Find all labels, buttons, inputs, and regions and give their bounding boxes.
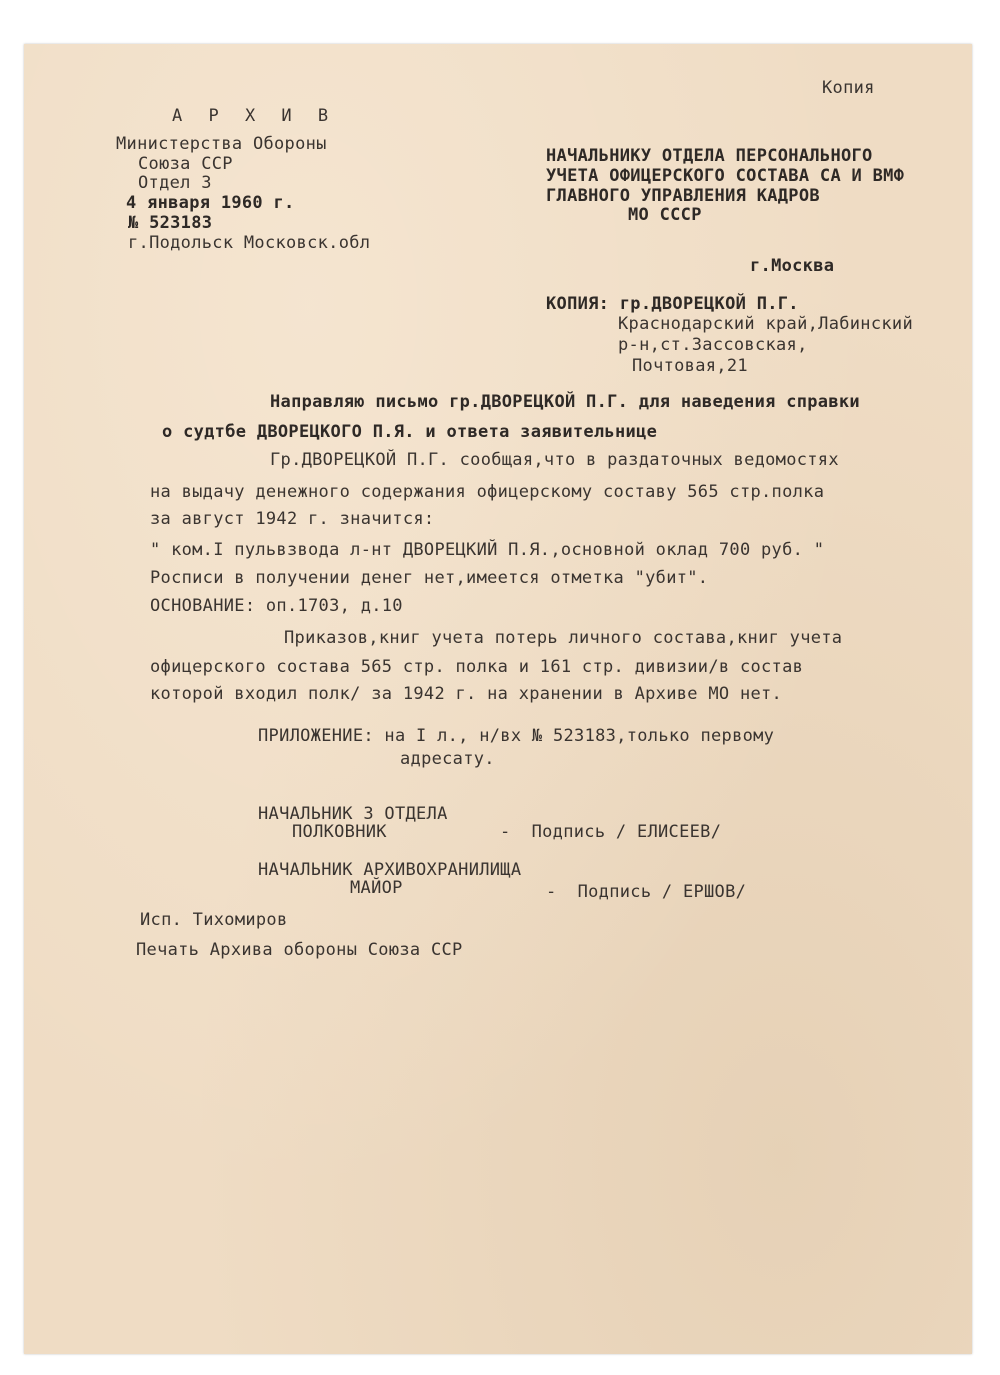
body-paragraph-2-line-4: " ком.I пульвзвода л-нт ДВОРЕЦКИЙ П.Я.,основной оклад 700 руб. " [150, 540, 825, 560]
attachment-line-2: адресату. [400, 749, 495, 769]
body-paragraph-2-line-2: на выдачу денежного содержания офицерскому составу 565 стр.полка [150, 482, 825, 502]
signature-2-title: НАЧАЛЬНИК АРХИВОХРАНИЛИЩА [258, 860, 522, 880]
copy-to-line-3: р-н,ст.Зассовская, [618, 335, 808, 355]
body-paragraph-3-line-2: офицерского состава 565 стр. полка и 161 стр. дивизии/в состав [150, 657, 804, 677]
signature-2-rank: МАЙОР [350, 878, 403, 898]
recipient-line-4: МО СССР [628, 205, 702, 225]
executor-line: Исп. Тихомиров [140, 910, 288, 930]
recipient-line-1: НАЧАЛЬНИКУ ОТДЕЛА ПЕРСОНАЛЬНОГО [546, 146, 873, 166]
sender-union: Союза ССР [138, 154, 233, 174]
recipient-line-2: УЧЕТА ОФИЦЕРСКОГО СОСТАВА СА И ВМФ [546, 166, 905, 186]
copy-mark: Копия [822, 78, 875, 98]
sender-department: Отдел 3 [138, 173, 212, 193]
sender-city: г.Подольск Московск.обл [128, 233, 371, 253]
body-paragraph-2-line-3: за август 1942 г. значится: [150, 509, 435, 529]
body-paragraph-2-line-5: Росписи в получении денег нет,имеется отметка "убит". [150, 568, 709, 588]
sender-number: № 523183 [128, 213, 213, 233]
body-paragraph-3-line-1: Приказов,книг учета потерь личного состава,книг учета [284, 628, 843, 648]
body-paragraph-2-line-1: Гр.ДВОРЕЦКОЙ П.Г. сообщая,что в раздаточных ведомостях [270, 450, 839, 470]
sender-date: 4 января 1960 г. [126, 193, 295, 213]
body-basis-line: ОСНОВАНИЕ: оп.1703, д.10 [150, 596, 403, 616]
attachment-line-1: ПРИЛОЖЕНИЕ: на I л., н/вх № 523183,только первому [258, 726, 775, 746]
sender-ministry: Министерства Обороны [116, 134, 327, 154]
signature-2-name: - Подпись / ЕРШОВ/ [546, 882, 747, 902]
recipient-line-3: ГЛАВНОГО УПРАВЛЕНИЯ КАДРОВ [546, 186, 820, 206]
body-paragraph-3-line-3: которой входил полк/ за 1942 г. на хранении в Архиве МО нет. [150, 684, 783, 704]
seal-line: Печать Архива обороны Союза ССР [136, 940, 463, 960]
signature-1-name: - Подпись / ЕЛИСЕЕВ/ [500, 822, 722, 842]
copy-to-line-4: Почтовая,21 [632, 356, 748, 376]
recipient-city: г.Москва [750, 256, 835, 276]
copy-to-line-1: КОПИЯ: гр.ДВОРЕЦКОЙ П.Г. [546, 294, 799, 314]
body-paragraph-1-line-1: Направляю письмо гр.ДВОРЕЦКОЙ П.Г. для наведения справки [270, 392, 860, 412]
copy-to-line-2: Краснодарский край,Лабинский [618, 314, 913, 334]
signature-1-title: НАЧАЛЬНИК 3 ОТДЕЛА [258, 804, 448, 824]
body-paragraph-1-line-2: о судтбе ДВОРЕЦКОГО П.Я. и ответа заявительнице [162, 422, 658, 442]
sender-archive-title: А Р Х И В [172, 106, 337, 126]
signature-1-rank: ПОЛКОВНИК [292, 822, 387, 842]
